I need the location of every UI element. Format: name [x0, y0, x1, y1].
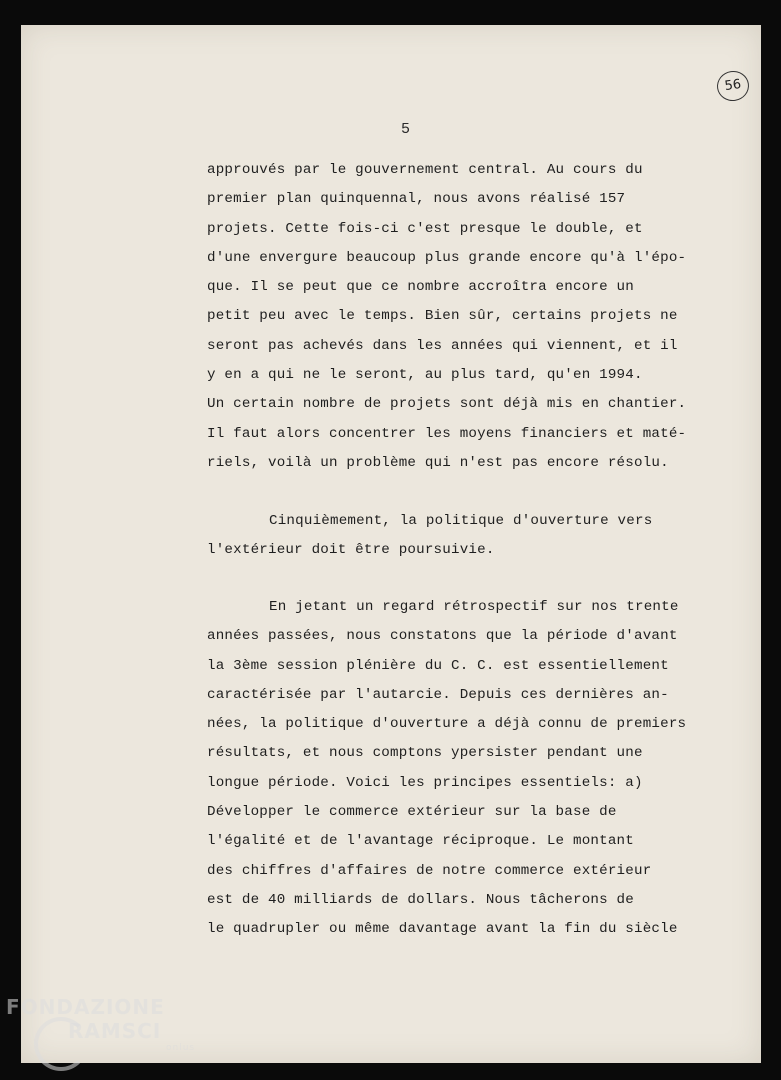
text-line: seront pas achevés dans les années qui viennent, et il: [207, 337, 678, 354]
folio-stamp: 56: [715, 69, 751, 103]
text-line: d'une envergure beaucoup plus grande encore qu'à l'épo-: [207, 249, 687, 266]
text-line: Cinquièmement, la politique d'ouverture vers: [269, 513, 653, 529]
text-line: riels, voilà un problème qui n'est pas encore résolu.: [207, 454, 669, 471]
text-line: la 3ème session plénière du C. C. est essentiellement: [207, 657, 669, 674]
text-line: caractérisée par l'autarcie. Depuis ces dernières an-: [207, 686, 669, 703]
text-line: nées, la politique d'ouverture a déjà connu de premiers: [207, 716, 687, 733]
text-line: résultats, et nous comptons ypersister pendant une: [207, 745, 643, 762]
paragraph-2: [207, 507, 727, 566]
text-line: approuvés par le gouvernement central. Au cours du: [207, 162, 643, 178]
text-line: l'égalité et de l'avantage réciproque. Le montant: [207, 833, 634, 850]
document-page: [21, 25, 761, 1063]
text-line: années passées, nous constatons que la période d'avant: [207, 628, 678, 645]
watermark-line1: FONDAZIONE: [6, 995, 165, 1019]
text-line: est de 40 milliards de dollars. Nous tâcherons de: [207, 891, 634, 908]
watermark-line2: RAMSCI: [68, 1019, 162, 1043]
text-line: projets. Cette fois-ci c'est presque le double, et: [207, 220, 643, 237]
watermark-onlus: onlus: [166, 1043, 196, 1053]
text-line: le quadrupler ou même davantage avant la fin du siècle: [207, 921, 678, 938]
text-line: y en a qui ne le seront, au plus tard, qu'en 1994.: [207, 367, 643, 384]
fondazione-gramsci-watermark: [6, 993, 206, 1073]
paragraph-3: [207, 593, 727, 945]
text-line: l'extérieur doit être poursuivie.: [207, 542, 495, 559]
text-line: longue période. Voici les principes essentiels: a): [207, 774, 643, 791]
page-number: 5: [401, 121, 411, 138]
text-line: des chiffres d'affaires de notre commerce extérieur: [207, 862, 652, 879]
text-line: Développer le commerce extérieur sur la base de: [207, 804, 617, 821]
text-line: En jetant un regard rétrospectif sur nos trente: [269, 599, 679, 615]
paragraph-1: [207, 156, 727, 478]
text-line: que. Il se peut que ce nombre accroîtra encore un: [207, 279, 634, 296]
text-line: premier plan quinquennal, nous avons réalisé 157: [207, 191, 626, 208]
text-line: petit peu avec le temps. Bien sûr, certains projets ne: [207, 308, 678, 325]
text-line: Un certain nombre de projets sont déjà mis en chantier.: [207, 396, 687, 413]
text-line: Il faut alors concentrer les moyens financiers et maté-: [207, 425, 687, 442]
